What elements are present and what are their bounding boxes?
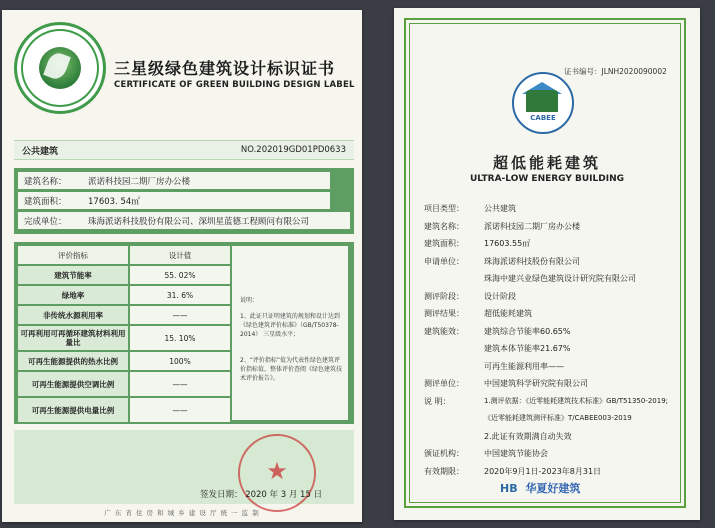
info-row-unit xyxy=(18,212,350,229)
bottom-logo-text: 华夏好建筑 xyxy=(525,482,581,495)
indicator-name: 可再生能源提供空调比例 xyxy=(18,372,128,396)
logo-text: CABEE xyxy=(530,114,556,122)
detail-value: 珠海派诺科技股份有限公司 xyxy=(484,256,580,266)
indicator-name: 建筑节能率 xyxy=(18,266,128,284)
certificate-title-en: ULTRA-LOW ENERGY BUILDING xyxy=(469,174,625,184)
note-2: 2、“评价指标”值为代表性绿色建筑评价指标值，整体评价查阅《绿色建筑技术评价报告》。 xyxy=(240,357,343,382)
detail-row xyxy=(424,305,684,323)
green-building-certificate xyxy=(2,10,362,522)
info-key: 建筑面积： xyxy=(24,197,67,207)
detail-row xyxy=(424,463,684,481)
indicator-value: 15. 10% xyxy=(130,326,230,350)
info-key: 建筑名称： xyxy=(24,177,67,187)
info-row-area xyxy=(18,192,330,209)
detail-row xyxy=(424,200,684,218)
detail-value: 建筑综合节能率60.65% xyxy=(484,326,571,336)
indicator-value: 100% xyxy=(130,352,230,370)
detail-key: 测评单位： xyxy=(424,379,464,388)
detail-value: 中国建筑节能协会 xyxy=(484,449,548,458)
detail-key: 测评结果： xyxy=(424,309,464,318)
info-value: 17603. 54㎡ xyxy=(88,197,140,207)
indicator-name: 可再生能源提供电量比例 xyxy=(18,398,128,422)
certificate-title-cn: 超低能耗建筑 xyxy=(492,154,601,172)
detail-row xyxy=(424,428,684,446)
table-row xyxy=(18,286,230,304)
header-indicator: 评价指标 xyxy=(18,246,128,264)
certificate-title-en: CERTIFICATE OF GREEN BUILDING DESIGN LABEL xyxy=(114,80,355,90)
certificate-title-cn: 三星级绿色建筑设计标识证书 xyxy=(114,59,336,78)
official-red-stamp: ★ xyxy=(238,434,316,512)
notes-panel xyxy=(232,246,348,420)
table-row xyxy=(18,352,230,370)
header-design-value: 设计值 xyxy=(130,246,230,264)
detail-key: 测评阶段： xyxy=(424,291,464,301)
detail-row xyxy=(424,358,684,376)
detail-row xyxy=(424,323,684,341)
note-1: 1、此证只证明建筑的规划和设计达到《绿色建筑评价标准》（GB/T50378-2014） 三星级水平； xyxy=(240,313,340,338)
detail-value: 中国建筑科学研究院有限公司 xyxy=(484,379,588,388)
info-value: 派诺科技园二期厂房办公楼 xyxy=(88,177,191,187)
detail-row xyxy=(424,235,684,253)
hb-logo-icon: HB xyxy=(500,482,518,495)
detail-value: 派诺科技园二期厂房办公楼 xyxy=(484,221,580,231)
category-bar xyxy=(14,140,354,160)
indicator-value: —— xyxy=(130,372,230,396)
indicator-name: 绿地率 xyxy=(18,286,128,304)
info-key: 完成单位： xyxy=(24,217,67,227)
detail-value: 超低能耗建筑 xyxy=(484,309,532,318)
indicator-value: —— xyxy=(130,306,230,324)
detail-value: 可再生能源利用率—— xyxy=(484,361,564,371)
indicator-name: 非传统水源利用率 xyxy=(18,306,128,324)
building-category: 公共建筑 xyxy=(22,147,59,157)
detail-value: 2020年9月1日-2023年8月31日 xyxy=(484,466,602,476)
table-row xyxy=(18,326,230,350)
info-value: 珠海派诺科技股份有限公司、深圳星蓝德工程顾问有限公司 xyxy=(88,217,310,227)
table-row xyxy=(18,398,230,422)
detail-key: 建筑能效： xyxy=(424,326,464,336)
house-icon xyxy=(526,90,558,112)
detail-key: 颁证机构： xyxy=(424,449,464,458)
certificate-details xyxy=(424,200,684,480)
detail-key: 项目类型： xyxy=(424,204,464,213)
detail-value: 公共建筑 xyxy=(484,204,516,213)
detail-value: 2.此证有效期满自动失效 xyxy=(484,431,572,441)
issue-date: 签发日期： 2020 年 3 月 15 日 xyxy=(200,490,323,500)
huaxia-good-building-logo xyxy=(500,480,580,496)
indicator-grid xyxy=(18,246,230,424)
certificate-number: 证书编号：JLNH2020090002 xyxy=(564,67,667,76)
detail-key: 有效期限： xyxy=(424,466,464,476)
detail-row xyxy=(424,445,684,463)
detail-value: 1.测评依据：《近零能耗建筑技术标准》GB/T51350-2019; xyxy=(484,396,669,405)
notes-title: 说明： xyxy=(240,297,259,304)
detail-row xyxy=(424,270,684,288)
info-row-name xyxy=(18,172,330,189)
indicator-value: —— xyxy=(130,398,230,422)
certificate-number: NO.202019GD01PD0633 xyxy=(240,145,346,155)
table-header-row xyxy=(18,246,230,264)
detail-row xyxy=(424,393,684,411)
indicator-name: 可再利用可再循环建筑材料利用量比 xyxy=(18,326,128,350)
table-row xyxy=(18,372,230,396)
detail-key: 建筑名称： xyxy=(424,221,464,231)
detail-row xyxy=(424,375,684,393)
cabee-logo-icon xyxy=(512,72,574,134)
evaluation-table xyxy=(14,242,354,424)
indicator-value: 55. 02% xyxy=(130,266,230,284)
building-info-panel xyxy=(14,168,354,234)
detail-row xyxy=(424,340,684,358)
detail-key: 说 明： xyxy=(424,396,451,406)
detail-row xyxy=(424,288,684,306)
detail-value: 设计阶段 xyxy=(484,291,516,301)
indicator-value: 31. 6% xyxy=(130,286,230,304)
detail-value: 珠海中建兴业绿色建筑设计研究院有限公司 xyxy=(484,274,636,283)
detail-row xyxy=(424,253,684,271)
detail-row xyxy=(424,410,684,428)
guangdong-green-building-seal xyxy=(14,22,106,114)
table-row xyxy=(18,266,230,284)
detail-row xyxy=(424,218,684,236)
detail-value: 17603.55㎡ xyxy=(484,239,531,248)
ultra-low-energy-certificate xyxy=(394,8,700,520)
detail-value: 《近零能耗建筑测评标准》T/CABEE003-2019 xyxy=(484,414,632,422)
detail-value: 建筑本体节能率21.67% xyxy=(484,344,571,353)
certificate-header xyxy=(2,10,362,130)
detail-key: 建筑面积： xyxy=(424,239,464,248)
detail-key: 申请单位： xyxy=(424,256,464,266)
table-row xyxy=(18,306,230,324)
issuer-line: 广 东 省 住 房 和 城 乡 建 设 厅 统 一 监 制 xyxy=(104,509,260,517)
indicator-name: 可再生能源提供的热水比例 xyxy=(18,352,128,370)
